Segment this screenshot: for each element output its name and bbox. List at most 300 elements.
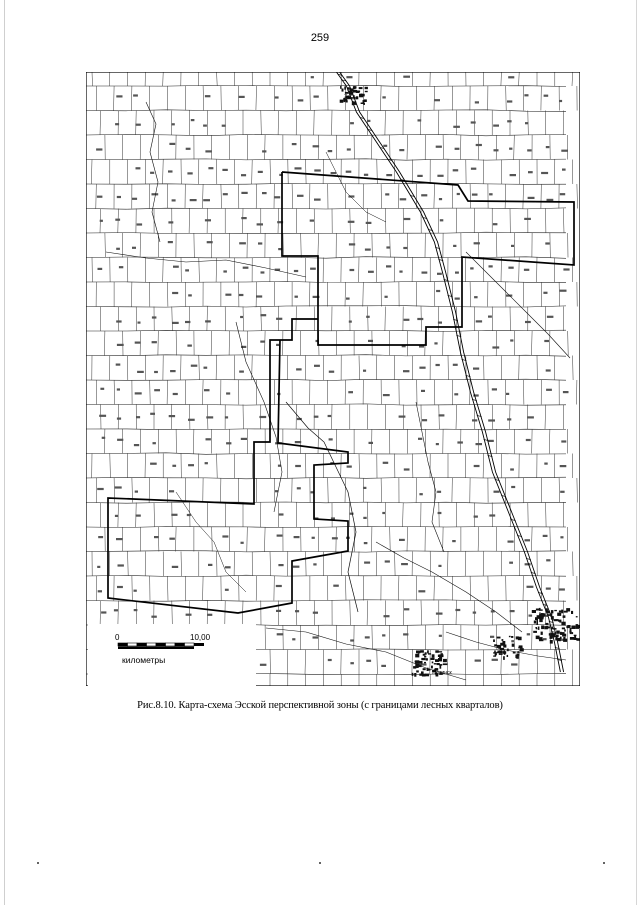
quarter-number-mark xyxy=(509,148,512,150)
quarter-number-mark xyxy=(455,272,459,274)
quarter-number-mark xyxy=(260,341,265,343)
quarter-number-mark xyxy=(419,367,425,369)
quarter-number-mark xyxy=(116,320,121,322)
quarter-number-mark xyxy=(152,193,159,195)
quarter-number-mark xyxy=(258,171,263,173)
quarter-number-mark xyxy=(474,296,478,298)
quarter-number-mark xyxy=(150,413,155,415)
settlement-block xyxy=(541,632,543,635)
quarter-number-mark xyxy=(314,365,320,367)
settlement-block xyxy=(568,625,571,628)
settlement-block xyxy=(517,654,520,656)
settlement-block xyxy=(547,614,551,616)
settlement-block xyxy=(496,637,500,639)
settlement-block xyxy=(539,639,543,641)
quarter-number-mark xyxy=(527,633,530,635)
settlement-block xyxy=(536,628,538,629)
quarter-number-mark xyxy=(455,609,460,611)
quarter-number-mark xyxy=(346,298,350,300)
quarter-number-mark xyxy=(366,222,372,224)
settlement-block xyxy=(569,631,571,633)
settlement-block xyxy=(495,653,497,655)
quarter-number-mark xyxy=(117,439,123,441)
quarter-number-mark xyxy=(525,563,531,565)
quarter-number-mark xyxy=(546,588,551,590)
quarter-number-mark xyxy=(455,148,460,150)
quarter-number-mark xyxy=(277,535,283,537)
quarter-number-mark xyxy=(99,415,106,417)
quarter-number-mark xyxy=(297,487,301,489)
quarter-number-mark xyxy=(276,318,282,320)
quarter-number-mark xyxy=(399,271,402,273)
settlement-block xyxy=(493,639,495,642)
quarter-number-mark xyxy=(222,535,228,537)
quarter-number-mark xyxy=(382,512,385,514)
quarter-number-mark xyxy=(115,515,119,517)
quarter-number-mark xyxy=(422,272,428,274)
quarter-number-mark xyxy=(525,539,531,541)
quarter-number-mark xyxy=(115,123,119,125)
quarter-number-mark xyxy=(114,609,118,611)
quarter-number-mark xyxy=(348,221,355,223)
quarter-number-mark xyxy=(119,266,123,268)
quarter-number-mark xyxy=(152,341,157,343)
quarter-number-mark xyxy=(543,535,548,537)
quarter-number-mark xyxy=(173,322,179,324)
quarter-number-mark xyxy=(525,122,528,124)
settlement-block xyxy=(425,652,427,654)
quarter-number-mark xyxy=(440,219,444,221)
quarter-number-mark xyxy=(488,316,492,318)
quarter-number-mark xyxy=(363,487,366,489)
quarter-number-mark xyxy=(347,148,351,150)
quarter-number-mark xyxy=(136,515,141,517)
settlement-block xyxy=(558,638,561,641)
quarter-number-mark xyxy=(369,442,374,444)
settlement-block xyxy=(546,623,549,625)
quarter-number-mark xyxy=(172,566,178,568)
quarter-number-mark xyxy=(204,389,210,391)
settlement-block xyxy=(424,656,426,658)
quarter-number-mark xyxy=(222,169,227,171)
quarter-number-mark xyxy=(563,268,569,270)
settlement-block xyxy=(550,640,553,644)
quarter-number-mark xyxy=(154,371,158,373)
settlement-block xyxy=(539,613,541,614)
quarter-number-mark xyxy=(256,295,262,297)
settlement-block xyxy=(571,626,575,630)
quarter-number-mark xyxy=(418,438,422,440)
quarter-number-mark xyxy=(368,340,373,342)
quarter-number-mark xyxy=(115,219,120,221)
settlement-block xyxy=(428,669,431,671)
quarter-number-mark xyxy=(117,586,123,588)
quarter-number-mark xyxy=(241,542,244,544)
settlement-block xyxy=(533,631,537,633)
settlement-block xyxy=(576,616,578,617)
quarter-number-mark xyxy=(205,150,211,152)
quarter-number-mark xyxy=(185,321,190,323)
settlement-block xyxy=(340,100,344,103)
quarter-number-mark xyxy=(526,439,531,441)
quarter-number-mark xyxy=(386,246,390,248)
settlement-block xyxy=(556,619,559,620)
scale-bar-segment xyxy=(137,643,147,646)
quarter-number-mark xyxy=(529,615,533,617)
quarter-number-mark xyxy=(490,636,494,638)
quarter-number-mark xyxy=(547,316,554,318)
settlement-block xyxy=(563,639,567,642)
quarter-number-mark xyxy=(403,76,410,78)
quarter-number-mark xyxy=(134,609,138,611)
quarter-number-mark xyxy=(207,241,213,243)
quarter-number-mark xyxy=(511,663,517,665)
settlement-block xyxy=(497,645,501,648)
quarter-number-mark xyxy=(419,493,422,495)
quarter-number-mark xyxy=(561,440,566,442)
quarter-number-mark xyxy=(188,419,195,421)
quarter-number-mark xyxy=(399,539,405,541)
quarter-number-mark xyxy=(331,172,336,174)
quarter-number-mark xyxy=(436,443,439,445)
settlement-block xyxy=(559,610,562,612)
quarter-number-mark xyxy=(150,172,154,174)
quarter-number-mark xyxy=(471,168,476,170)
settlement-block xyxy=(443,663,448,665)
quarter-number-mark xyxy=(350,639,354,641)
quarter-number-mark xyxy=(170,370,176,372)
settlement-block xyxy=(343,101,345,103)
settlement-block xyxy=(431,658,435,660)
quarter-number-mark xyxy=(208,564,212,566)
quarter-number-mark xyxy=(187,172,192,174)
quarter-number-mark xyxy=(295,167,302,169)
quarter-number-mark xyxy=(101,611,106,613)
settlement-block xyxy=(359,87,363,89)
quarter-number-mark xyxy=(438,565,441,567)
quarter-number-mark xyxy=(314,96,319,98)
map-canvas xyxy=(86,72,580,686)
quarter-number-mark xyxy=(364,542,368,544)
quarter-number-mark xyxy=(508,76,514,78)
settlement-block xyxy=(532,610,536,613)
quarter-number-mark xyxy=(151,616,156,618)
quarter-number-mark xyxy=(173,393,178,395)
settlement-block xyxy=(435,659,439,662)
quarter-number-mark xyxy=(187,514,191,516)
quarter-number-mark xyxy=(116,248,120,250)
quarter-number-mark xyxy=(524,94,528,96)
quarter-number-mark xyxy=(475,101,479,103)
settlement-block xyxy=(546,626,548,629)
quarter-number-mark xyxy=(241,174,246,176)
scale-bar-baseline xyxy=(118,647,194,650)
quarter-number-mark xyxy=(168,170,173,172)
quarter-number-mark xyxy=(188,464,194,466)
quarter-number-mark xyxy=(385,296,388,298)
quarter-number-mark xyxy=(350,122,354,124)
quarter-number-mark xyxy=(208,167,213,169)
settlement-block xyxy=(551,634,554,638)
quarter-number-mark xyxy=(206,438,211,440)
settlement-block xyxy=(536,636,540,640)
quarter-number-mark xyxy=(399,416,406,418)
quarter-number-mark xyxy=(258,242,262,244)
quarter-number-mark xyxy=(240,316,243,318)
quarter-number-mark xyxy=(455,298,460,300)
quarter-number-mark xyxy=(439,635,442,637)
settlement-block xyxy=(563,615,566,618)
quarter-number-mark xyxy=(172,123,175,125)
quarter-number-mark xyxy=(138,322,141,324)
quarter-number-mark xyxy=(293,566,300,568)
quarter-number-mark xyxy=(437,175,443,177)
quarter-number-mark xyxy=(260,314,266,316)
quarter-number-mark xyxy=(527,586,534,588)
scan-speck xyxy=(319,862,321,864)
quarter-number-mark xyxy=(205,95,211,97)
settlement-block xyxy=(415,654,419,658)
quarter-number-mark xyxy=(385,560,390,562)
quarter-number-mark xyxy=(507,418,511,420)
quarter-number-mark xyxy=(169,490,174,492)
quarter-number-mark xyxy=(366,660,371,662)
quarter-number-mark xyxy=(203,125,207,127)
quarter-number-mark xyxy=(386,265,391,267)
quarter-number-mark xyxy=(134,444,139,446)
quarter-number-mark xyxy=(476,320,482,322)
quarter-number-mark xyxy=(383,145,387,147)
quarter-number-mark xyxy=(115,486,122,488)
quarter-number-mark xyxy=(489,265,493,267)
settlement-block xyxy=(561,632,564,635)
settlement-block xyxy=(564,629,566,631)
quarter-number-mark xyxy=(311,76,314,78)
scale-bar-segments xyxy=(118,643,204,649)
quarter-number-mark xyxy=(507,120,511,122)
quarter-number-mark xyxy=(349,243,355,245)
quarter-number-mark xyxy=(297,195,304,197)
quarter-number-mark xyxy=(404,218,411,220)
quarter-number-mark xyxy=(382,634,385,636)
quarter-number-mark xyxy=(190,199,197,201)
settlement-block xyxy=(431,666,433,669)
quarter-number-mark xyxy=(457,441,463,443)
quarter-number-mark xyxy=(489,514,495,516)
settlement-block xyxy=(418,651,420,654)
quarter-number-mark xyxy=(225,416,228,418)
quarter-number-mark xyxy=(185,269,189,271)
quarter-number-mark xyxy=(314,169,321,171)
quarter-number-mark xyxy=(510,610,515,612)
quarter-number-mark xyxy=(472,419,477,421)
settlement-block xyxy=(440,665,442,668)
quarter-number-mark xyxy=(401,563,408,565)
quarter-number-mark xyxy=(328,150,333,152)
settlement-block xyxy=(536,622,538,625)
quarter-number-mark xyxy=(100,220,103,222)
quarter-number-mark xyxy=(135,342,141,344)
settlement-block xyxy=(432,662,434,664)
quarter-number-mark xyxy=(386,174,392,176)
quarter-number-mark xyxy=(546,389,552,391)
quarter-number-mark xyxy=(154,389,160,391)
quarter-number-mark xyxy=(239,96,245,98)
settlement-block xyxy=(520,648,524,651)
quarter-number-mark xyxy=(349,513,353,515)
quarter-number-mark xyxy=(346,171,352,173)
quarter-number-mark xyxy=(561,150,568,152)
scale-bar-segment xyxy=(175,643,185,646)
quarter-number-mark xyxy=(133,94,138,96)
quarter-number-mark xyxy=(350,269,355,271)
settlement-block xyxy=(574,635,577,636)
quarter-number-mark xyxy=(400,198,407,200)
quarter-number-mark xyxy=(329,438,333,440)
quarter-number-mark xyxy=(260,664,267,666)
page-edge-left xyxy=(4,0,5,905)
quarter-number-mark xyxy=(560,290,567,292)
settlement-block xyxy=(357,91,361,93)
quarter-number-mark xyxy=(488,440,494,442)
quarter-number-mark xyxy=(404,468,410,470)
quarter-number-mark xyxy=(417,318,423,320)
quarter-number-mark xyxy=(543,638,547,640)
quarter-number-mark xyxy=(474,242,480,244)
quarter-number-mark xyxy=(510,174,516,176)
quarter-number-mark xyxy=(205,462,208,464)
quarter-number-mark xyxy=(187,345,192,347)
quarter-number-mark xyxy=(223,270,227,272)
quarter-number-mark xyxy=(262,192,267,194)
quarter-number-mark xyxy=(494,149,499,151)
figure-caption: Рис.8.10. Карта-схема Эсской перспективной зоны (с границами лесных кварталов) xyxy=(137,700,503,711)
quarter-number-mark xyxy=(328,659,332,661)
quarter-number-mark xyxy=(544,95,549,97)
settlement-block xyxy=(344,86,346,89)
quarter-number-mark xyxy=(295,296,298,298)
scan-speck xyxy=(603,862,605,864)
settlement-block xyxy=(576,624,578,626)
quarter-number-mark xyxy=(367,120,370,122)
quarter-number-mark xyxy=(511,245,514,247)
quarter-number-mark xyxy=(134,590,137,592)
settlement-block xyxy=(538,627,540,630)
quarter-number-mark xyxy=(116,364,121,366)
settlement-block xyxy=(570,638,573,640)
forest-quarter-map xyxy=(86,72,580,686)
quarter-number-mark xyxy=(350,662,354,664)
quarter-number-mark xyxy=(544,463,547,465)
quarter-number-mark xyxy=(241,192,247,194)
quarter-number-mark xyxy=(560,536,563,538)
quarter-number-mark xyxy=(294,536,300,538)
quarter-number-mark xyxy=(292,638,295,640)
quarter-number-mark xyxy=(507,100,512,102)
quarter-number-mark xyxy=(169,538,175,540)
scale-bar-segment xyxy=(185,643,195,646)
quarter-number-mark xyxy=(333,585,339,587)
quarter-number-mark xyxy=(363,370,366,372)
quarter-number-mark xyxy=(98,536,103,538)
quarter-number-mark xyxy=(312,537,315,539)
quarter-number-mark xyxy=(169,415,175,417)
scan-speck xyxy=(37,862,39,864)
quarter-number-mark xyxy=(276,344,279,346)
settlement-block xyxy=(494,644,497,646)
settlement-block xyxy=(439,664,442,665)
quarter-number-mark xyxy=(439,414,445,416)
quarter-number-mark xyxy=(476,144,482,146)
settlement-block xyxy=(427,650,429,653)
settlement-block xyxy=(502,639,504,641)
quarter-number-mark xyxy=(492,659,498,661)
quarter-number-mark xyxy=(509,562,513,564)
quarter-number-mark xyxy=(329,371,334,373)
quarter-number-mark xyxy=(294,270,298,272)
quarter-number-mark xyxy=(117,344,124,346)
quarter-number-mark xyxy=(403,633,408,635)
quarter-number-mark xyxy=(365,249,371,251)
settlement-block xyxy=(340,85,342,88)
place-label-north: Эсса xyxy=(344,94,356,100)
settlement-block xyxy=(562,628,565,630)
settlement-block xyxy=(420,650,424,653)
quarter-number-mark xyxy=(295,610,299,612)
quarter-number-mark xyxy=(313,636,319,638)
quarter-number-mark xyxy=(382,96,385,98)
settlement-block xyxy=(499,653,503,655)
settlement-block xyxy=(564,611,568,613)
quarter-number-mark xyxy=(453,364,458,366)
settlement-block xyxy=(507,655,509,657)
quarter-number-mark xyxy=(262,150,266,152)
quarter-number-mark xyxy=(137,371,144,373)
quarter-number-mark xyxy=(225,589,229,591)
quarter-number-mark xyxy=(541,172,548,174)
quarter-number-mark xyxy=(364,174,368,176)
quarter-number-mark xyxy=(135,392,142,394)
quarter-number-mark xyxy=(489,193,493,195)
quarter-number-mark xyxy=(559,588,565,590)
quarter-number-mark xyxy=(417,175,422,177)
quarter-number-mark xyxy=(363,517,366,519)
settlement-block xyxy=(416,670,419,672)
settlement-block xyxy=(541,613,543,614)
quarter-number-mark xyxy=(223,193,228,195)
quarter-number-mark xyxy=(295,441,301,443)
quarter-number-mark xyxy=(313,563,316,565)
scale-bar-background xyxy=(88,624,256,686)
settlement-block xyxy=(421,658,425,660)
quarter-number-mark xyxy=(508,267,513,269)
quarter-number-mark xyxy=(559,100,562,102)
quarter-number-mark xyxy=(384,615,390,617)
settlement-block xyxy=(509,636,511,637)
quarter-number-mark xyxy=(332,537,338,539)
quarter-number-mark xyxy=(453,126,460,128)
quarter-number-mark xyxy=(346,76,352,78)
quarter-number-mark xyxy=(153,442,156,444)
quarter-number-mark xyxy=(150,463,157,465)
quarter-number-mark xyxy=(225,566,231,568)
quarter-number-mark xyxy=(438,512,442,514)
quarter-number-mark xyxy=(527,149,531,151)
settlement-block xyxy=(441,653,443,656)
settlement-block xyxy=(554,610,557,611)
quarter-number-mark xyxy=(383,462,389,464)
quarter-number-mark xyxy=(404,608,409,610)
